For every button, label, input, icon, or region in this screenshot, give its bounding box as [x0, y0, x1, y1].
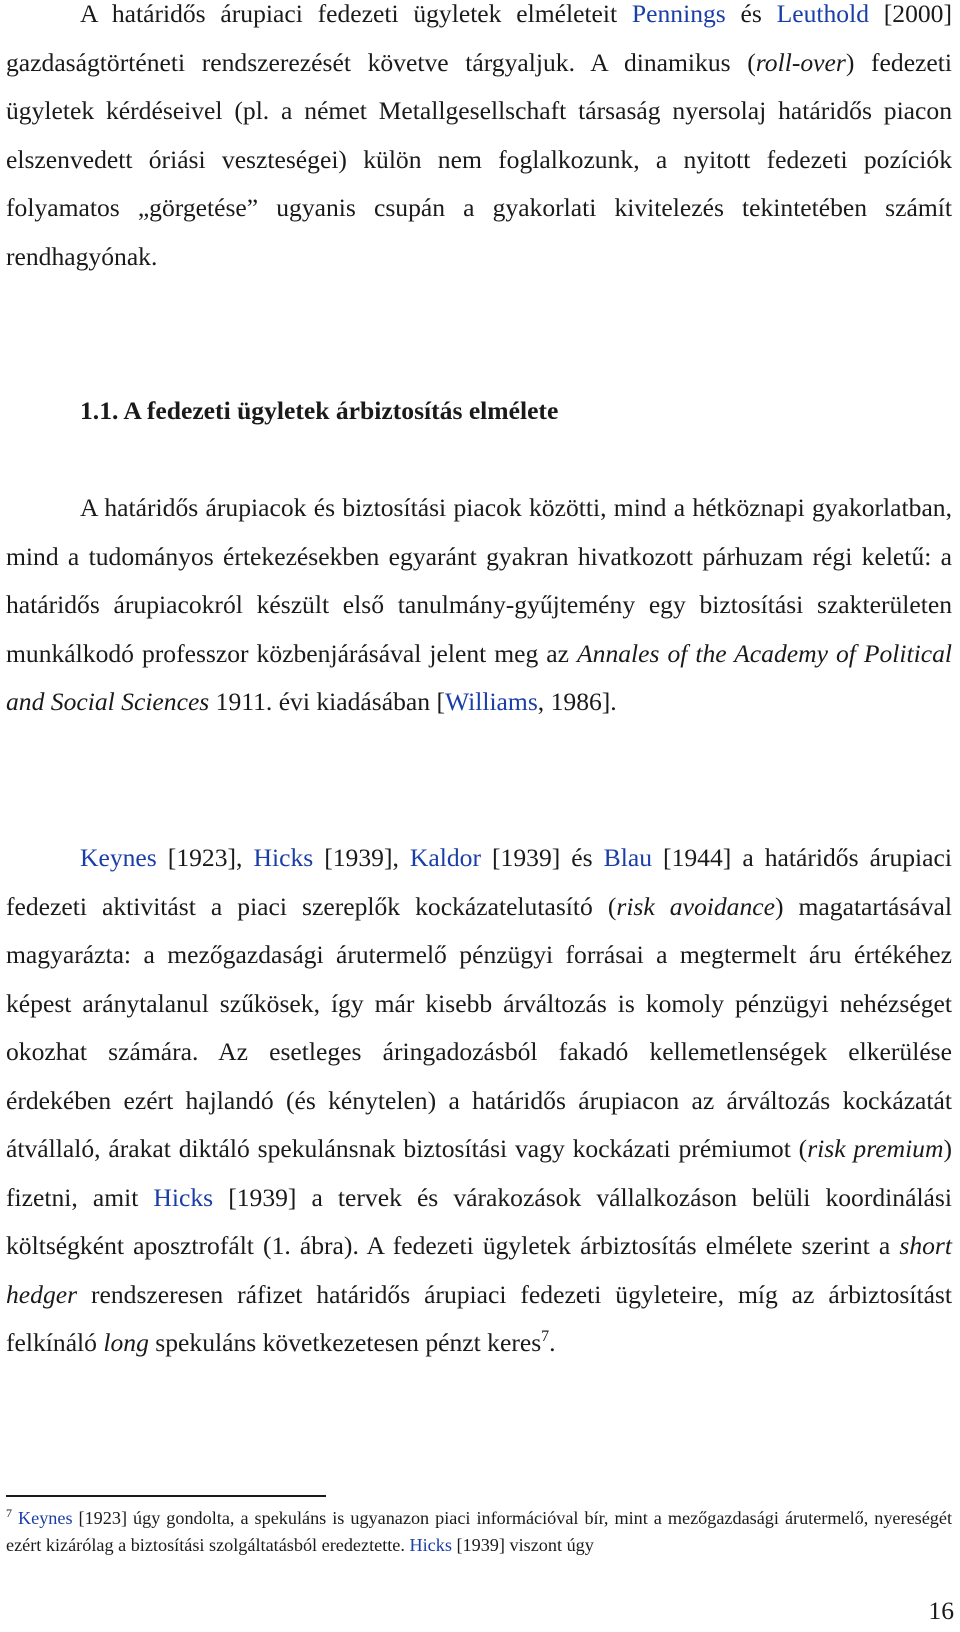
- citation-link[interactable]: Pennings: [631, 0, 726, 28]
- italic-journal-title: Annales of the Academy of Political and Social Sciences: [6, 638, 952, 716]
- paragraph-insurance-parallel: [6, 484, 952, 727]
- text-run: A határidős árupiacok és biztosítási piacok közötti, mind a hétköznapi gyakorlatban, mind a tudományos értekezésekben egyaránt gyakran hivatkozott párhuzam régi keletű: a határidős árupiacokról készült első tanulmány-gyűjtemény egy biztosítási szakterületen munkálkodó professzor közbenjárásával jelent meg az: [6, 493, 952, 668]
- citation-link[interactable]: Hicks: [253, 843, 314, 872]
- text-run: .: [549, 1328, 556, 1357]
- section-heading: 1.1. A fedezeti ügyletek árbiztosítás elmélete: [80, 396, 559, 425]
- text-run: [1939] és: [481, 843, 604, 872]
- italic-term: long: [103, 1328, 149, 1357]
- text-run: [1939] viszont úgy: [451, 1535, 594, 1555]
- text-run: [1944] a határidős árupiaci fedezeti aktivitást a piaci szereplők kockázatelutasító (: [6, 843, 952, 921]
- citation-link[interactable]: Williams: [444, 687, 538, 716]
- citation-link[interactable]: Keynes: [18, 1508, 73, 1528]
- footnote: [6, 1505, 952, 1559]
- text-run: rendszeresen ráfizet határidős árupiaci fedezeti ügyleteire, míg az árbiztosítást felkínáló: [6, 1279, 952, 1357]
- italic-term: risk avoidance: [616, 891, 775, 921]
- footnote-marker[interactable]: 7: [541, 1328, 550, 1345]
- citation-link[interactable]: Hicks: [409, 1535, 452, 1555]
- text-run: [1923],: [156, 843, 254, 872]
- text-run: ) magatartásával magyarázta: a mezőgazdasági árutermelő pénzügyi forrásai a megtermelt áru értékéhez képest aránytalanul szűkösek, így már kisebb árváltozás is komoly pénzügyi nehézséget okozhat számára. Az esetleges áringadozásból fakadó kellemetlenségek elkerülése érdekében ezért hajlandó (és kénytelen) a határidős árupiacon az árváltozás kockázatát átvállaló, árakat diktáló spekulánsnak biztosítási vagy kockázati prémiumot (: [6, 891, 952, 1163]
- text-run: [1939],: [313, 843, 410, 872]
- paragraph-risk-avoidance: [6, 834, 952, 1368]
- italic-term: risk premium: [807, 1134, 944, 1163]
- text-run: ) fizetni, amit: [6, 1134, 952, 1212]
- citation-link[interactable]: Kaldor: [409, 843, 481, 872]
- citation-link[interactable]: Hicks: [153, 1182, 214, 1212]
- text-run: ) fedezeti ügyletek kérdéseivel (pl. a német Metallgesellschaft társaság nyersolaj határidős piacon elszenvedett óriási veszteségei) külön nem foglalkozunk, a nyitott fedezeti pozíciók folyamatos „görgetése” ugyanis csupán a gyakorlati kivitelezés tekintetében számít rendhagyónak.: [6, 47, 952, 271]
- text-run: A határidős árupiaci fedezeti ügyletek elméleteit: [80, 0, 632, 28]
- text-run: [2000] gazdaságtörténeti rendszerezését követve tárgyaljuk. A dinamikus (: [6, 0, 952, 77]
- text-run: és: [725, 0, 777, 28]
- text-run: [1939] a tervek és várakozások vállalkozáson belüli koordinálási költségként aposztrofált (1. ábra). A fedezeti ügyletek árbiztosítás elmélete szerint a: [6, 1182, 952, 1260]
- text-run: , 1986].: [537, 687, 617, 716]
- italic-term: short hedger: [6, 1231, 952, 1309]
- paragraph-intro: [6, 0, 952, 281]
- citation-link[interactable]: Blau: [603, 843, 653, 872]
- citation-link[interactable]: Keynes: [80, 843, 157, 872]
- text-run: spekuláns következetesen pénzt keres: [148, 1328, 542, 1357]
- footnote-number: 7: [6, 1506, 12, 1520]
- italic-term: roll-over: [755, 47, 846, 77]
- text-run: 1911. évi kiadásában [: [209, 687, 445, 716]
- footnote-separator: [6, 1495, 326, 1497]
- page-number: 16: [928, 1596, 954, 1625]
- text-run: [1923] úgy gondolta, a spekuláns is ugyanazon piaci információval bír, mint a mezőgazdasági árutermelő, nyereségét ezért kizárólag a biztosítási szolgáltatásból eredeztette.: [6, 1508, 953, 1555]
- citation-link[interactable]: Leuthold: [776, 0, 869, 28]
